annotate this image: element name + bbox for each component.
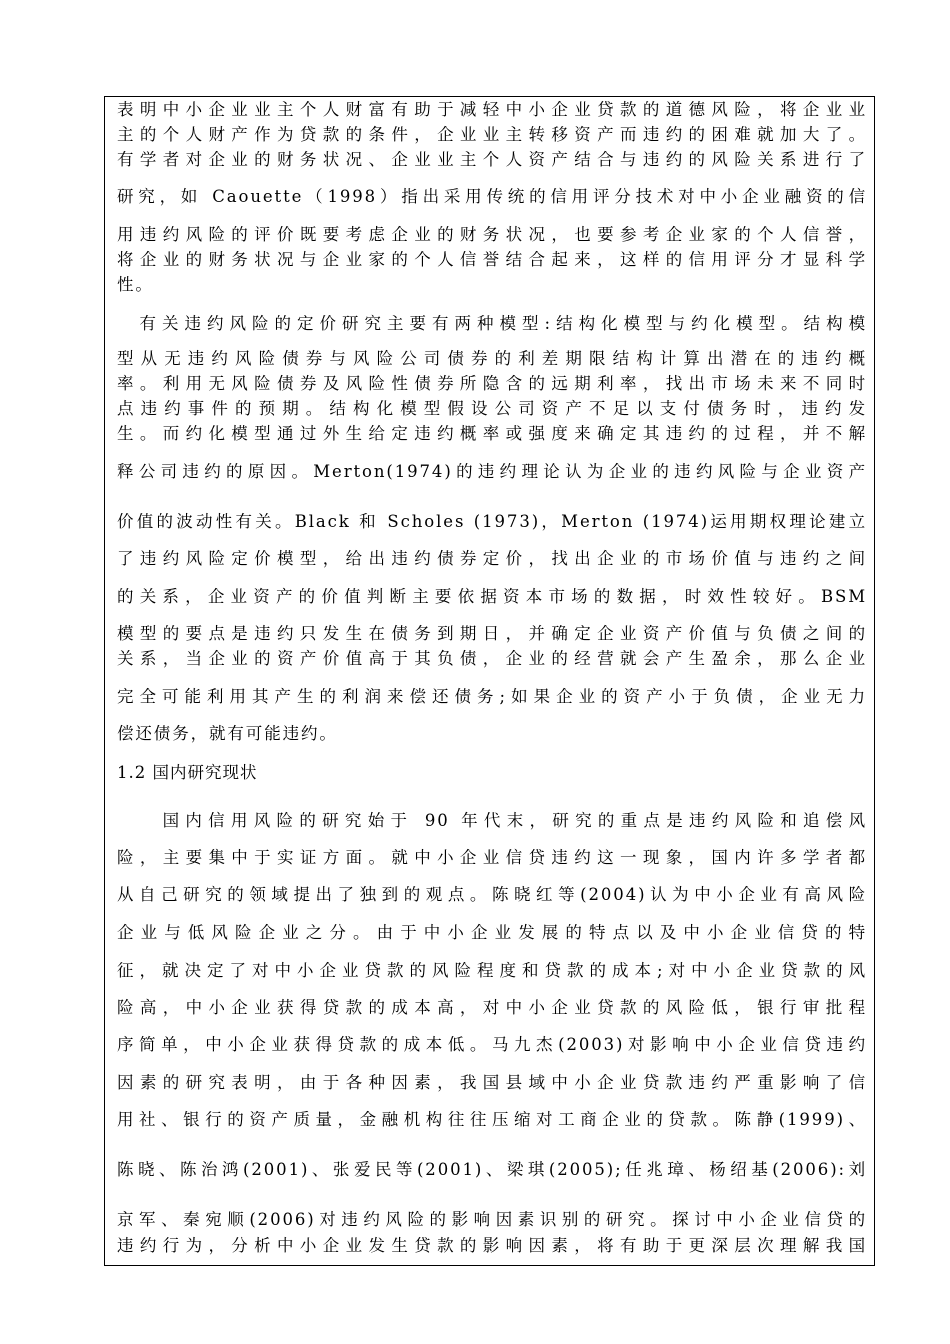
- text-line: 国内信用风险的研究始于 90 年代末，研究的重点是违约风险和追偿风: [117, 811, 867, 830]
- text-line: 有关违约风险的定价研究主要有两种模型:结构化模型与约化模型。结构模: [117, 314, 867, 333]
- text-line: 的关系，企业资产的价值判断主要依据资本市场的数据，时效性较好。BSM: [117, 587, 867, 606]
- text-line: 从自己研究的领域提出了独到的观点。陈晓红等(2004)认为中小企业有高风险: [117, 885, 867, 904]
- text-line: 了违约风险定价模型，给出违约债券定价，找出企业的市场价值与违约之间: [117, 549, 867, 568]
- text-line: 模型的要点是违约只发生在债务到期日，并确定企业资产价值与负债之间的: [117, 624, 867, 643]
- text-line: 因素的研究表明，由于各种因素，我国县域中小企业贷款违约严重影响了信: [117, 1073, 867, 1092]
- text-line: 序简单，中小企业获得贷款的成本低。马九杰(2003)对影响中小企业信贷违约: [117, 1035, 867, 1054]
- text-line: 完全可能利用其产生的利润来偿还债务;如果企业的资产小于负债，企业无力: [117, 687, 867, 706]
- text-line: 率。利用无风险债券及风险性债券所隐含的远期利率，找出市场未来不同时: [117, 374, 867, 393]
- text-line: 用社、银行的资产质量，金融机构往往压缩对工商企业的贷款。陈静(1999)、: [117, 1110, 867, 1129]
- section-heading: 1.2 国内研究现状: [117, 763, 258, 782]
- text-line: 险高，中小企业获得贷款的成本高，对中小企业贷款的风险低，银行审批程: [117, 998, 867, 1017]
- text-line: 型从无违约风险债券与风险公司债券的利差期限结构计算出潜在的违约概: [117, 349, 867, 368]
- text-line: 点违约事件的预期。结构化模型假设公司资产不足以支付债务时，违约发: [117, 399, 867, 418]
- text-line: 表明中小企业业主个人财富有助于减轻中小企业贷款的道德风险，将企业业: [117, 100, 867, 119]
- text-line: 企业与低风险企业之分。由于中小企业发展的特点以及中小企业信贷的特: [117, 923, 867, 942]
- text-line: 违约行为，分析中小企业发生贷款的影响因素，将有助于更深层次理解我国: [117, 1236, 867, 1255]
- text-line: 关系，当企业的资产价值高于其负债，企业的经营就会产生盈余，那么企业: [117, 649, 867, 668]
- text-line: 偿还债务，就有可能违约。: [117, 724, 338, 743]
- text-line: 险，主要集中于实证方面。就中小企业信贷违约这一现象，国内许多学者都: [117, 848, 867, 867]
- text-line: 陈晓、陈治鸿(2001)、张爱民等(2001)、梁琪(2005);任兆璋、杨绍基(2006):刘: [117, 1160, 867, 1179]
- text-line: 京军、秦宛顺(2006)对违约风险的影响因素识别的研究。探讨中小企业信贷的: [117, 1210, 867, 1229]
- text-line: 生。而约化模型通过外生给定违约概率或强度来确定其违约的过程，并不解: [117, 424, 867, 443]
- text-line: 将企业的财务状况与企业家的个人信誉结合起来，这样的信用评分才显科学: [117, 250, 867, 269]
- text-line: 征，就决定了对中小企业贷款的风险程度和贷款的成本;对中小企业贷款的风: [117, 961, 867, 980]
- text-line: 性。: [117, 275, 154, 294]
- text-line: 有学者对企业的财务状况、企业业主个人资产结合与违约的风险关系进行了: [117, 150, 867, 169]
- text-line: 研究，如 Caouette（1998）指出采用传统的信用评分技术对中小企业融资的信: [117, 187, 867, 206]
- text-line: 用违约风险的评价既要考虑企业的财务状况，也要参考企业家的个人信誉，: [117, 225, 867, 244]
- text-line: 价值的波动性有关。Black 和 Scholes (1973)，Merton (1974)运用期权理论建立: [117, 512, 867, 531]
- text-line: 主的个人财产作为贷款的条件，企业业主转移资产而违约的困难就加大了。: [117, 125, 867, 144]
- text-line: 释公司违约的原因。Merton(1974)的违约理论认为企业的违约风险与企业资产: [117, 462, 867, 481]
